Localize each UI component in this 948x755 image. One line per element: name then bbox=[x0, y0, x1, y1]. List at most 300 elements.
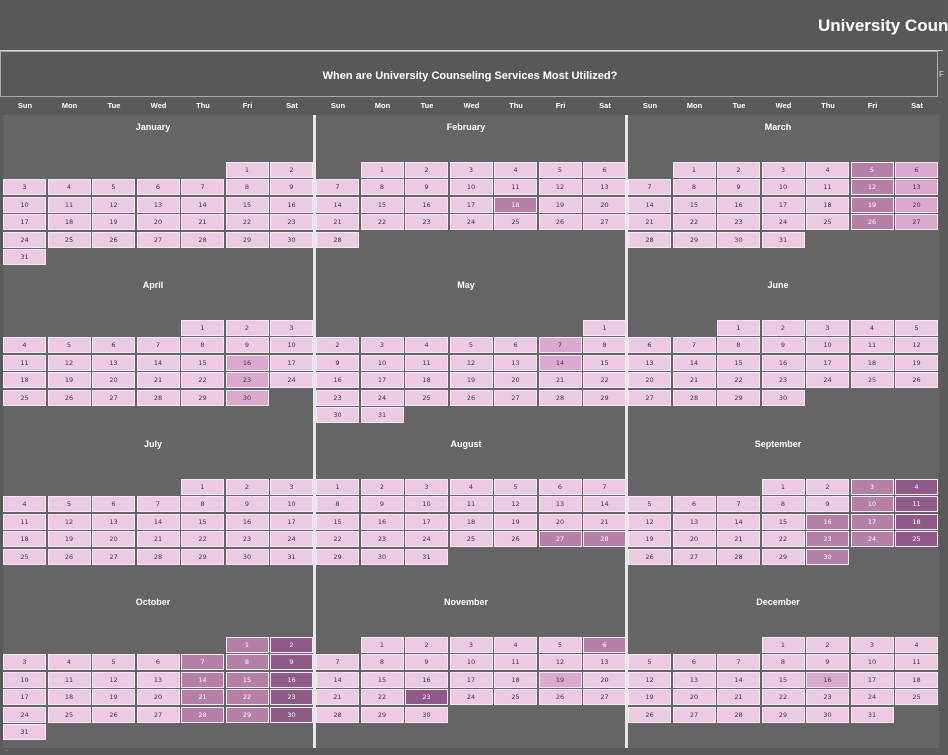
day-cell-july-12[interactable]: 12 bbox=[48, 514, 91, 530]
day-cell-january-13[interactable]: 13 bbox=[137, 197, 180, 213]
day-cell-february-17[interactable]: 17 bbox=[450, 197, 493, 213]
day-cell-january-2[interactable]: 2 bbox=[270, 162, 313, 178]
day-cell-april-27[interactable]: 27 bbox=[92, 390, 135, 406]
day-cell-march-13[interactable]: 13 bbox=[895, 179, 938, 195]
day-cell-september-15[interactable]: 15 bbox=[762, 514, 805, 530]
day-cell-february-11[interactable]: 11 bbox=[494, 179, 537, 195]
day-cell-august-4[interactable]: 4 bbox=[450, 479, 493, 495]
day-cell-october-30[interactable]: 30 bbox=[270, 707, 313, 723]
day-cell-january-29[interactable]: 29 bbox=[226, 232, 269, 248]
day-cell-august-22[interactable]: 22 bbox=[316, 531, 359, 547]
day-cell-december-8[interactable]: 8 bbox=[762, 654, 805, 670]
day-cell-november-2[interactable]: 2 bbox=[405, 637, 448, 653]
day-cell-march-2[interactable]: 2 bbox=[717, 162, 760, 178]
day-cell-august-8[interactable]: 8 bbox=[316, 496, 359, 512]
day-cell-july-22[interactable]: 22 bbox=[181, 531, 224, 547]
day-cell-july-15[interactable]: 15 bbox=[181, 514, 224, 530]
day-cell-december-14[interactable]: 14 bbox=[717, 672, 760, 688]
day-cell-april-6[interactable]: 6 bbox=[92, 337, 135, 353]
day-cell-april-20[interactable]: 20 bbox=[92, 372, 135, 388]
day-cell-april-30[interactable]: 30 bbox=[226, 390, 269, 406]
day-cell-august-9[interactable]: 9 bbox=[361, 496, 404, 512]
day-cell-march-29[interactable]: 29 bbox=[673, 232, 716, 248]
day-cell-december-29[interactable]: 29 bbox=[762, 707, 805, 723]
day-cell-april-1[interactable]: 1 bbox=[181, 320, 224, 336]
day-cell-july-13[interactable]: 13 bbox=[92, 514, 135, 530]
day-cell-september-3[interactable]: 3 bbox=[851, 479, 894, 495]
day-cell-january-19[interactable]: 19 bbox=[92, 214, 135, 230]
day-cell-april-10[interactable]: 10 bbox=[270, 337, 313, 353]
day-cell-march-31[interactable]: 31 bbox=[762, 232, 805, 248]
day-cell-june-7[interactable]: 7 bbox=[673, 337, 716, 353]
day-cell-december-1[interactable]: 1 bbox=[762, 637, 805, 653]
day-cell-december-23[interactable]: 23 bbox=[806, 689, 849, 705]
day-cell-november-11[interactable]: 11 bbox=[494, 654, 537, 670]
day-cell-march-16[interactable]: 16 bbox=[717, 197, 760, 213]
day-cell-august-24[interactable]: 24 bbox=[405, 531, 448, 547]
day-cell-october-3[interactable]: 3 bbox=[3, 654, 46, 670]
day-cell-february-27[interactable]: 27 bbox=[583, 214, 626, 230]
day-cell-march-25[interactable]: 25 bbox=[806, 214, 849, 230]
day-cell-january-18[interactable]: 18 bbox=[48, 214, 91, 230]
day-cell-december-13[interactable]: 13 bbox=[673, 672, 716, 688]
day-cell-august-3[interactable]: 3 bbox=[405, 479, 448, 495]
day-cell-may-5[interactable]: 5 bbox=[450, 337, 493, 353]
day-cell-march-4[interactable]: 4 bbox=[806, 162, 849, 178]
day-cell-april-22[interactable]: 22 bbox=[181, 372, 224, 388]
day-cell-january-30[interactable]: 30 bbox=[270, 232, 313, 248]
day-cell-march-26[interactable]: 26 bbox=[851, 214, 894, 230]
day-cell-july-31[interactable]: 31 bbox=[270, 549, 313, 565]
day-cell-november-21[interactable]: 21 bbox=[316, 689, 359, 705]
day-cell-august-2[interactable]: 2 bbox=[361, 479, 404, 495]
day-cell-november-16[interactable]: 16 bbox=[405, 672, 448, 688]
day-cell-september-6[interactable]: 6 bbox=[673, 496, 716, 512]
day-cell-april-13[interactable]: 13 bbox=[92, 355, 135, 371]
day-cell-march-7[interactable]: 7 bbox=[628, 179, 671, 195]
day-cell-july-27[interactable]: 27 bbox=[92, 549, 135, 565]
day-cell-january-10[interactable]: 10 bbox=[3, 197, 46, 213]
day-cell-december-5[interactable]: 5 bbox=[628, 654, 671, 670]
day-cell-october-21[interactable]: 21 bbox=[181, 689, 224, 705]
day-cell-january-15[interactable]: 15 bbox=[226, 197, 269, 213]
day-cell-july-20[interactable]: 20 bbox=[92, 531, 135, 547]
day-cell-august-28[interactable]: 28 bbox=[583, 531, 626, 547]
day-cell-march-5[interactable]: 5 bbox=[851, 162, 894, 178]
day-cell-september-22[interactable]: 22 bbox=[762, 531, 805, 547]
day-cell-june-11[interactable]: 11 bbox=[851, 337, 894, 353]
day-cell-august-12[interactable]: 12 bbox=[494, 496, 537, 512]
day-cell-january-9[interactable]: 9 bbox=[270, 179, 313, 195]
day-cell-june-10[interactable]: 10 bbox=[806, 337, 849, 353]
day-cell-july-8[interactable]: 8 bbox=[181, 496, 224, 512]
day-cell-june-15[interactable]: 15 bbox=[717, 355, 760, 371]
day-cell-june-17[interactable]: 17 bbox=[806, 355, 849, 371]
day-cell-july-9[interactable]: 9 bbox=[226, 496, 269, 512]
day-cell-october-14[interactable]: 14 bbox=[181, 672, 224, 688]
day-cell-july-17[interactable]: 17 bbox=[270, 514, 313, 530]
day-cell-november-25[interactable]: 25 bbox=[494, 689, 537, 705]
day-cell-january-27[interactable]: 27 bbox=[137, 232, 180, 248]
day-cell-august-17[interactable]: 17 bbox=[405, 514, 448, 530]
day-cell-december-27[interactable]: 27 bbox=[673, 707, 716, 723]
day-cell-january-17[interactable]: 17 bbox=[3, 214, 46, 230]
day-cell-january-26[interactable]: 26 bbox=[92, 232, 135, 248]
day-cell-august-11[interactable]: 11 bbox=[450, 496, 493, 512]
day-cell-december-11[interactable]: 11 bbox=[895, 654, 938, 670]
day-cell-september-1[interactable]: 1 bbox=[762, 479, 805, 495]
day-cell-february-18[interactable]: 18 bbox=[494, 197, 537, 213]
day-cell-august-10[interactable]: 10 bbox=[405, 496, 448, 512]
day-cell-november-6[interactable]: 6 bbox=[583, 637, 626, 653]
day-cell-september-13[interactable]: 13 bbox=[673, 514, 716, 530]
day-cell-october-9[interactable]: 9 bbox=[270, 654, 313, 670]
day-cell-october-6[interactable]: 6 bbox=[137, 654, 180, 670]
day-cell-august-13[interactable]: 13 bbox=[539, 496, 582, 512]
day-cell-may-20[interactable]: 20 bbox=[494, 372, 537, 388]
day-cell-june-12[interactable]: 12 bbox=[895, 337, 938, 353]
day-cell-april-25[interactable]: 25 bbox=[3, 390, 46, 406]
day-cell-october-25[interactable]: 25 bbox=[48, 707, 91, 723]
day-cell-september-17[interactable]: 17 bbox=[851, 514, 894, 530]
day-cell-june-2[interactable]: 2 bbox=[762, 320, 805, 336]
day-cell-february-26[interactable]: 26 bbox=[539, 214, 582, 230]
day-cell-april-21[interactable]: 21 bbox=[137, 372, 180, 388]
day-cell-october-4[interactable]: 4 bbox=[48, 654, 91, 670]
day-cell-august-5[interactable]: 5 bbox=[494, 479, 537, 495]
day-cell-september-20[interactable]: 20 bbox=[673, 531, 716, 547]
day-cell-march-8[interactable]: 8 bbox=[673, 179, 716, 195]
day-cell-november-24[interactable]: 24 bbox=[450, 689, 493, 705]
day-cell-september-10[interactable]: 10 bbox=[851, 496, 894, 512]
day-cell-november-4[interactable]: 4 bbox=[494, 637, 537, 653]
day-cell-november-1[interactable]: 1 bbox=[361, 637, 404, 653]
day-cell-may-7[interactable]: 7 bbox=[539, 337, 582, 353]
day-cell-february-7[interactable]: 7 bbox=[316, 179, 359, 195]
day-cell-october-26[interactable]: 26 bbox=[92, 707, 135, 723]
day-cell-june-30[interactable]: 30 bbox=[762, 390, 805, 406]
day-cell-april-14[interactable]: 14 bbox=[137, 355, 180, 371]
day-cell-april-3[interactable]: 3 bbox=[270, 320, 313, 336]
day-cell-december-26[interactable]: 26 bbox=[628, 707, 671, 723]
day-cell-october-11[interactable]: 11 bbox=[48, 672, 91, 688]
day-cell-june-9[interactable]: 9 bbox=[762, 337, 805, 353]
day-cell-september-9[interactable]: 9 bbox=[806, 496, 849, 512]
day-cell-february-28[interactable]: 28 bbox=[316, 232, 359, 248]
day-cell-may-27[interactable]: 27 bbox=[494, 390, 537, 406]
day-cell-june-3[interactable]: 3 bbox=[806, 320, 849, 336]
day-cell-march-22[interactable]: 22 bbox=[673, 214, 716, 230]
day-cell-june-29[interactable]: 29 bbox=[717, 390, 760, 406]
day-cell-march-23[interactable]: 23 bbox=[717, 214, 760, 230]
day-cell-november-22[interactable]: 22 bbox=[361, 689, 404, 705]
day-cell-december-21[interactable]: 21 bbox=[717, 689, 760, 705]
day-cell-june-23[interactable]: 23 bbox=[762, 372, 805, 388]
day-cell-october-15[interactable]: 15 bbox=[226, 672, 269, 688]
day-cell-january-24[interactable]: 24 bbox=[3, 232, 46, 248]
day-cell-september-28[interactable]: 28 bbox=[717, 549, 760, 565]
day-cell-july-26[interactable]: 26 bbox=[48, 549, 91, 565]
day-cell-june-22[interactable]: 22 bbox=[717, 372, 760, 388]
day-cell-february-1[interactable]: 1 bbox=[361, 162, 404, 178]
day-cell-september-16[interactable]: 16 bbox=[806, 514, 849, 530]
day-cell-april-19[interactable]: 19 bbox=[48, 372, 91, 388]
day-cell-october-19[interactable]: 19 bbox=[92, 689, 135, 705]
day-cell-may-10[interactable]: 10 bbox=[361, 355, 404, 371]
day-cell-december-31[interactable]: 31 bbox=[851, 707, 894, 723]
day-cell-december-9[interactable]: 9 bbox=[806, 654, 849, 670]
day-cell-october-28[interactable]: 28 bbox=[181, 707, 224, 723]
day-cell-may-30[interactable]: 30 bbox=[316, 407, 359, 423]
day-cell-april-16[interactable]: 16 bbox=[226, 355, 269, 371]
day-cell-september-11[interactable]: 11 bbox=[895, 496, 938, 512]
day-cell-october-7[interactable]: 7 bbox=[181, 654, 224, 670]
day-cell-january-1[interactable]: 1 bbox=[226, 162, 269, 178]
day-cell-october-24[interactable]: 24 bbox=[3, 707, 46, 723]
day-cell-march-15[interactable]: 15 bbox=[673, 197, 716, 213]
day-cell-january-12[interactable]: 12 bbox=[92, 197, 135, 213]
day-cell-december-2[interactable]: 2 bbox=[806, 637, 849, 653]
day-cell-february-16[interactable]: 16 bbox=[405, 197, 448, 213]
day-cell-october-13[interactable]: 13 bbox=[137, 672, 180, 688]
day-cell-october-10[interactable]: 10 bbox=[3, 672, 46, 688]
day-cell-july-29[interactable]: 29 bbox=[181, 549, 224, 565]
day-cell-may-2[interactable]: 2 bbox=[316, 337, 359, 353]
day-cell-february-13[interactable]: 13 bbox=[583, 179, 626, 195]
day-cell-august-21[interactable]: 21 bbox=[583, 514, 626, 530]
day-cell-august-16[interactable]: 16 bbox=[361, 514, 404, 530]
day-cell-january-14[interactable]: 14 bbox=[181, 197, 224, 213]
day-cell-february-25[interactable]: 25 bbox=[494, 214, 537, 230]
day-cell-july-5[interactable]: 5 bbox=[48, 496, 91, 512]
day-cell-october-18[interactable]: 18 bbox=[48, 689, 91, 705]
day-cell-december-7[interactable]: 7 bbox=[717, 654, 760, 670]
day-cell-october-16[interactable]: 16 bbox=[270, 672, 313, 688]
day-cell-may-14[interactable]: 14 bbox=[539, 355, 582, 371]
day-cell-september-23[interactable]: 23 bbox=[806, 531, 849, 547]
day-cell-may-8[interactable]: 8 bbox=[583, 337, 626, 353]
day-cell-november-8[interactable]: 8 bbox=[361, 654, 404, 670]
day-cell-february-21[interactable]: 21 bbox=[316, 214, 359, 230]
day-cell-november-23[interactable]: 23 bbox=[405, 689, 448, 705]
day-cell-june-20[interactable]: 20 bbox=[628, 372, 671, 388]
day-cell-march-11[interactable]: 11 bbox=[806, 179, 849, 195]
day-cell-october-2[interactable]: 2 bbox=[270, 637, 313, 653]
day-cell-february-22[interactable]: 22 bbox=[361, 214, 404, 230]
day-cell-december-6[interactable]: 6 bbox=[673, 654, 716, 670]
day-cell-april-18[interactable]: 18 bbox=[3, 372, 46, 388]
day-cell-august-20[interactable]: 20 bbox=[539, 514, 582, 530]
day-cell-july-18[interactable]: 18 bbox=[3, 531, 46, 547]
day-cell-november-9[interactable]: 9 bbox=[405, 654, 448, 670]
day-cell-july-7[interactable]: 7 bbox=[137, 496, 180, 512]
day-cell-july-23[interactable]: 23 bbox=[226, 531, 269, 547]
day-cell-august-14[interactable]: 14 bbox=[583, 496, 626, 512]
day-cell-june-28[interactable]: 28 bbox=[673, 390, 716, 406]
day-cell-october-8[interactable]: 8 bbox=[226, 654, 269, 670]
day-cell-february-9[interactable]: 9 bbox=[405, 179, 448, 195]
day-cell-january-21[interactable]: 21 bbox=[181, 214, 224, 230]
day-cell-october-1[interactable]: 1 bbox=[226, 637, 269, 653]
day-cell-august-30[interactable]: 30 bbox=[361, 549, 404, 565]
day-cell-may-4[interactable]: 4 bbox=[405, 337, 448, 353]
day-cell-june-24[interactable]: 24 bbox=[806, 372, 849, 388]
day-cell-october-29[interactable]: 29 bbox=[226, 707, 269, 723]
day-cell-september-18[interactable]: 18 bbox=[895, 514, 938, 530]
day-cell-may-18[interactable]: 18 bbox=[405, 372, 448, 388]
day-cell-january-31[interactable]: 31 bbox=[3, 249, 46, 265]
day-cell-march-20[interactable]: 20 bbox=[895, 197, 938, 213]
day-cell-june-6[interactable]: 6 bbox=[628, 337, 671, 353]
day-cell-august-31[interactable]: 31 bbox=[405, 549, 448, 565]
day-cell-june-27[interactable]: 27 bbox=[628, 390, 671, 406]
day-cell-september-4[interactable]: 4 bbox=[895, 479, 938, 495]
day-cell-november-28[interactable]: 28 bbox=[316, 707, 359, 723]
day-cell-may-9[interactable]: 9 bbox=[316, 355, 359, 371]
day-cell-march-3[interactable]: 3 bbox=[762, 162, 805, 178]
day-cell-december-28[interactable]: 28 bbox=[717, 707, 760, 723]
day-cell-april-7[interactable]: 7 bbox=[137, 337, 180, 353]
day-cell-october-5[interactable]: 5 bbox=[92, 654, 135, 670]
day-cell-july-10[interactable]: 10 bbox=[270, 496, 313, 512]
day-cell-february-12[interactable]: 12 bbox=[539, 179, 582, 195]
day-cell-may-31[interactable]: 31 bbox=[361, 407, 404, 423]
day-cell-may-21[interactable]: 21 bbox=[539, 372, 582, 388]
day-cell-august-25[interactable]: 25 bbox=[450, 531, 493, 547]
day-cell-december-22[interactable]: 22 bbox=[762, 689, 805, 705]
day-cell-july-6[interactable]: 6 bbox=[92, 496, 135, 512]
day-cell-may-12[interactable]: 12 bbox=[450, 355, 493, 371]
day-cell-february-6[interactable]: 6 bbox=[583, 162, 626, 178]
day-cell-november-17[interactable]: 17 bbox=[450, 672, 493, 688]
day-cell-january-28[interactable]: 28 bbox=[181, 232, 224, 248]
day-cell-february-4[interactable]: 4 bbox=[494, 162, 537, 178]
day-cell-november-5[interactable]: 5 bbox=[539, 637, 582, 653]
day-cell-july-30[interactable]: 30 bbox=[226, 549, 269, 565]
day-cell-january-25[interactable]: 25 bbox=[48, 232, 91, 248]
day-cell-november-30[interactable]: 30 bbox=[405, 707, 448, 723]
day-cell-july-24[interactable]: 24 bbox=[270, 531, 313, 547]
day-cell-may-25[interactable]: 25 bbox=[405, 390, 448, 406]
day-cell-march-19[interactable]: 19 bbox=[851, 197, 894, 213]
day-cell-april-2[interactable]: 2 bbox=[226, 320, 269, 336]
day-cell-may-23[interactable]: 23 bbox=[316, 390, 359, 406]
day-cell-may-3[interactable]: 3 bbox=[361, 337, 404, 353]
day-cell-june-19[interactable]: 19 bbox=[895, 355, 938, 371]
day-cell-october-20[interactable]: 20 bbox=[137, 689, 180, 705]
day-cell-october-12[interactable]: 12 bbox=[92, 672, 135, 688]
day-cell-june-21[interactable]: 21 bbox=[673, 372, 716, 388]
day-cell-december-3[interactable]: 3 bbox=[851, 637, 894, 653]
day-cell-november-13[interactable]: 13 bbox=[583, 654, 626, 670]
day-cell-january-5[interactable]: 5 bbox=[92, 179, 135, 195]
day-cell-january-4[interactable]: 4 bbox=[48, 179, 91, 195]
day-cell-july-2[interactable]: 2 bbox=[226, 479, 269, 495]
day-cell-july-19[interactable]: 19 bbox=[48, 531, 91, 547]
day-cell-december-4[interactable]: 4 bbox=[895, 637, 938, 653]
day-cell-february-24[interactable]: 24 bbox=[450, 214, 493, 230]
day-cell-august-29[interactable]: 29 bbox=[316, 549, 359, 565]
day-cell-march-17[interactable]: 17 bbox=[762, 197, 805, 213]
day-cell-february-23[interactable]: 23 bbox=[405, 214, 448, 230]
day-cell-november-12[interactable]: 12 bbox=[539, 654, 582, 670]
day-cell-november-3[interactable]: 3 bbox=[450, 637, 493, 653]
day-cell-november-26[interactable]: 26 bbox=[539, 689, 582, 705]
day-cell-october-22[interactable]: 22 bbox=[226, 689, 269, 705]
day-cell-march-14[interactable]: 14 bbox=[628, 197, 671, 213]
day-cell-march-21[interactable]: 21 bbox=[628, 214, 671, 230]
day-cell-july-25[interactable]: 25 bbox=[3, 549, 46, 565]
day-cell-august-6[interactable]: 6 bbox=[539, 479, 582, 495]
day-cell-july-3[interactable]: 3 bbox=[270, 479, 313, 495]
day-cell-december-24[interactable]: 24 bbox=[851, 689, 894, 705]
day-cell-july-14[interactable]: 14 bbox=[137, 514, 180, 530]
day-cell-march-18[interactable]: 18 bbox=[806, 197, 849, 213]
day-cell-may-19[interactable]: 19 bbox=[450, 372, 493, 388]
day-cell-november-10[interactable]: 10 bbox=[450, 654, 493, 670]
day-cell-august-15[interactable]: 15 bbox=[316, 514, 359, 530]
day-cell-january-8[interactable]: 8 bbox=[226, 179, 269, 195]
day-cell-april-12[interactable]: 12 bbox=[48, 355, 91, 371]
day-cell-august-23[interactable]: 23 bbox=[361, 531, 404, 547]
day-cell-march-10[interactable]: 10 bbox=[762, 179, 805, 195]
day-cell-december-10[interactable]: 10 bbox=[851, 654, 894, 670]
day-cell-september-5[interactable]: 5 bbox=[628, 496, 671, 512]
day-cell-september-29[interactable]: 29 bbox=[762, 549, 805, 565]
day-cell-february-10[interactable]: 10 bbox=[450, 179, 493, 195]
day-cell-november-7[interactable]: 7 bbox=[316, 654, 359, 670]
day-cell-february-8[interactable]: 8 bbox=[361, 179, 404, 195]
day-cell-november-29[interactable]: 29 bbox=[361, 707, 404, 723]
day-cell-april-24[interactable]: 24 bbox=[270, 372, 313, 388]
day-cell-june-26[interactable]: 26 bbox=[895, 372, 938, 388]
day-cell-january-6[interactable]: 6 bbox=[137, 179, 180, 195]
day-cell-august-1[interactable]: 1 bbox=[316, 479, 359, 495]
day-cell-january-23[interactable]: 23 bbox=[270, 214, 313, 230]
day-cell-april-8[interactable]: 8 bbox=[181, 337, 224, 353]
day-cell-april-29[interactable]: 29 bbox=[181, 390, 224, 406]
day-cell-october-31[interactable]: 31 bbox=[3, 724, 46, 740]
day-cell-september-26[interactable]: 26 bbox=[628, 549, 671, 565]
day-cell-february-20[interactable]: 20 bbox=[583, 197, 626, 213]
day-cell-december-15[interactable]: 15 bbox=[762, 672, 805, 688]
day-cell-may-11[interactable]: 11 bbox=[405, 355, 448, 371]
day-cell-august-7[interactable]: 7 bbox=[583, 479, 626, 495]
day-cell-may-28[interactable]: 28 bbox=[539, 390, 582, 406]
day-cell-december-16[interactable]: 16 bbox=[806, 672, 849, 688]
day-cell-may-6[interactable]: 6 bbox=[494, 337, 537, 353]
day-cell-august-27[interactable]: 27 bbox=[539, 531, 582, 547]
day-cell-april-5[interactable]: 5 bbox=[48, 337, 91, 353]
day-cell-september-8[interactable]: 8 bbox=[762, 496, 805, 512]
day-cell-january-11[interactable]: 11 bbox=[48, 197, 91, 213]
day-cell-october-27[interactable]: 27 bbox=[137, 707, 180, 723]
day-cell-november-14[interactable]: 14 bbox=[316, 672, 359, 688]
day-cell-september-25[interactable]: 25 bbox=[895, 531, 938, 547]
day-cell-december-18[interactable]: 18 bbox=[895, 672, 938, 688]
day-cell-april-15[interactable]: 15 bbox=[181, 355, 224, 371]
day-cell-july-21[interactable]: 21 bbox=[137, 531, 180, 547]
day-cell-march-9[interactable]: 9 bbox=[717, 179, 760, 195]
day-cell-july-16[interactable]: 16 bbox=[226, 514, 269, 530]
day-cell-january-7[interactable]: 7 bbox=[181, 179, 224, 195]
day-cell-june-1[interactable]: 1 bbox=[717, 320, 760, 336]
day-cell-december-19[interactable]: 19 bbox=[628, 689, 671, 705]
day-cell-august-26[interactable]: 26 bbox=[494, 531, 537, 547]
day-cell-april-11[interactable]: 11 bbox=[3, 355, 46, 371]
day-cell-february-14[interactable]: 14 bbox=[316, 197, 359, 213]
day-cell-march-6[interactable]: 6 bbox=[895, 162, 938, 178]
